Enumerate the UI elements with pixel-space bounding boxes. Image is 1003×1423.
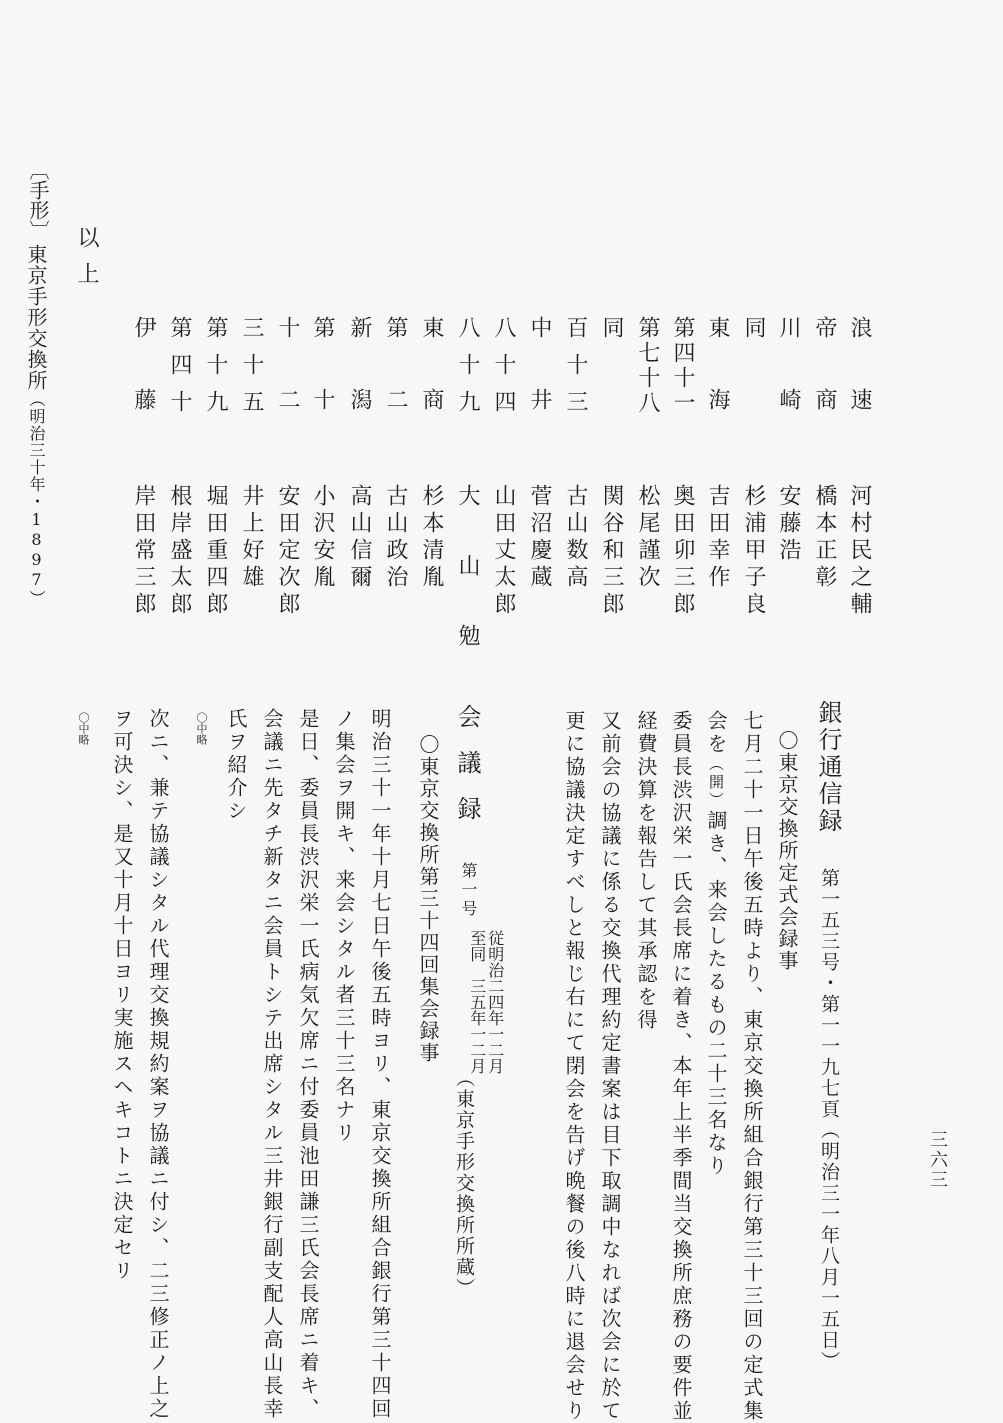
member-bank: 同 bbox=[741, 316, 766, 341]
member-bank: 新潟 bbox=[347, 316, 372, 460]
member-bank: 第四十 bbox=[167, 316, 192, 427]
omission-mark: 〇中略 bbox=[195, 712, 208, 745]
member-rep: 菅沼慶蔵 bbox=[527, 484, 552, 592]
member-bank: 第十 bbox=[310, 316, 335, 460]
member-rep: 山田丈太郎 bbox=[491, 484, 516, 619]
ginko-annotation: （開） bbox=[707, 756, 725, 810]
member-rep: 橋本正彰 bbox=[812, 484, 837, 592]
member-bank: 東海 bbox=[705, 316, 730, 460]
member-rep: 岸田常三郎 bbox=[131, 484, 156, 619]
kaigiroku-subtitle: 〇東京交換所第三十四回集会録事 bbox=[416, 734, 440, 1064]
member-bank: 三十五 bbox=[239, 316, 264, 427]
source-name: 東京手形交換所 bbox=[24, 244, 48, 391]
member-bank: 同 bbox=[599, 316, 624, 341]
kaigiroku-text-line: ヲ可決シ、是又十月十日ヨリ実施スヘキコトニ決定セリ bbox=[110, 708, 134, 1283]
member-rep: 杉浦甲子良 bbox=[741, 484, 766, 619]
member-rep: 奥田卯三郎 bbox=[670, 484, 695, 619]
section-category: 〔手形〕 bbox=[26, 160, 50, 240]
member-bank: 第四十一 bbox=[670, 316, 695, 416]
member-bank: 百十三 bbox=[563, 316, 588, 427]
member-bank: 浪速 bbox=[847, 316, 872, 460]
section-source bbox=[26, 244, 46, 607]
period-to: 至同 三五年一二月 bbox=[467, 930, 487, 1074]
kaigiroku-title: 会議録 bbox=[453, 704, 481, 842]
member-rep: 松尾謹次 bbox=[635, 484, 660, 592]
ginko-text-seg: 会を bbox=[704, 710, 728, 756]
member-rep: 河村民之輔 bbox=[847, 484, 872, 619]
kaigiroku-text-line: ノ集会ヲ開キ、来会シタル者三十三名ナリ bbox=[332, 708, 356, 1145]
member-rep: 吉田幸作 bbox=[705, 484, 730, 592]
kaigiroku-text-line: 明治三十一年十月七日午後五時ヨリ、東京交換所組合銀行第三十四回 bbox=[368, 708, 392, 1421]
member-rep: 小沢安胤 bbox=[310, 484, 335, 592]
ginko-text-line: 又前会の協議に係る交換代理約定書案は目下取調中なれば次会に於て bbox=[598, 710, 622, 1423]
period-from: 従明治二四年一二月 bbox=[485, 930, 505, 1074]
member-bank: 八十九 bbox=[455, 316, 480, 427]
omission-mark: 〇中略 bbox=[77, 712, 90, 745]
member-bank: 中井 bbox=[527, 316, 552, 460]
ginko-ref: 第一五三号・第一一九七頁（明治三一年八月一五日） bbox=[818, 868, 840, 1372]
ginko-title: 銀行通信録 bbox=[814, 700, 842, 835]
ginko-text-line bbox=[706, 710, 726, 1178]
kaigiroku-source: （東京手形交換所所蔵） bbox=[453, 1068, 475, 1299]
member-rep: 安藤浩 bbox=[776, 484, 801, 565]
member-rep: 高山信爾 bbox=[347, 484, 372, 592]
member-bank: 帝商 bbox=[812, 316, 837, 460]
ginko-text-line: 経費決算を報告して其承認を得 bbox=[634, 710, 658, 1032]
member-bank: 十二 bbox=[275, 316, 300, 460]
member-rep: 杉本清胤 bbox=[419, 484, 444, 592]
ginko-text-line: 更に協議決定すべしと報じ右にて閉会を告げ晩餐の後八時に退会せり bbox=[562, 710, 586, 1423]
kaigiroku-text-line: 次ニ、兼テ協議シタル代理交換規約案ヲ協議ニ付シ、二三修正ノ上之 bbox=[146, 708, 170, 1421]
member-bank: 伊藤 bbox=[131, 316, 156, 460]
member-rep: 堀田重四郎 bbox=[203, 484, 228, 619]
member-rep: 根岸盛太郎 bbox=[167, 484, 192, 619]
ginko-subtitle: 〇東京交換所定式会録事 bbox=[775, 730, 799, 972]
end-mark: 以上 bbox=[74, 226, 99, 298]
page-number: 三六三 bbox=[927, 1130, 948, 1190]
member-bank: 八十四 bbox=[491, 316, 516, 427]
ginko-text-seg: 調き、来会したるもの二十三名なり bbox=[704, 810, 728, 1178]
member-rep: 井上好雄 bbox=[239, 484, 264, 592]
member-bank: 第二 bbox=[383, 316, 408, 460]
member-rep: 大山勉 bbox=[455, 484, 480, 694]
member-bank: 川崎 bbox=[776, 316, 801, 460]
member-bank: 第七十八 bbox=[635, 316, 660, 416]
ginko-text-line: 委員長渋沢栄一氏会長席に着き、本年上半季間当交換所庶務の要件並 bbox=[669, 710, 693, 1423]
member-rep: 古山政治 bbox=[383, 484, 408, 592]
kaigiroku-number: 第一号 bbox=[459, 862, 478, 919]
ginko-text-line: 七月二十一日午後五時より、東京交換所組合銀行第三十三回の定式集 bbox=[740, 710, 764, 1423]
source-year: （明治三十年・1897） bbox=[27, 391, 46, 607]
kaigiroku-text-line: 会議ニ先タチ新タニ会員トシテ出席シタル三井銀行副支配人高山長幸 bbox=[260, 708, 284, 1421]
member-rep: 安田定次郎 bbox=[275, 484, 300, 619]
member-rep: 古山数高 bbox=[563, 484, 588, 592]
member-bank: 第十九 bbox=[203, 316, 228, 427]
member-bank: 東商 bbox=[419, 316, 444, 460]
member-rep: 関谷和三郎 bbox=[599, 484, 624, 619]
kaigiroku-text-line: 是日、委員長渋沢栄一氏病気欠席ニ付委員池田謙三氏会長席ニ着キ、 bbox=[296, 708, 320, 1421]
kaigiroku-text-line: 氏ヲ紹介シ bbox=[224, 708, 248, 823]
